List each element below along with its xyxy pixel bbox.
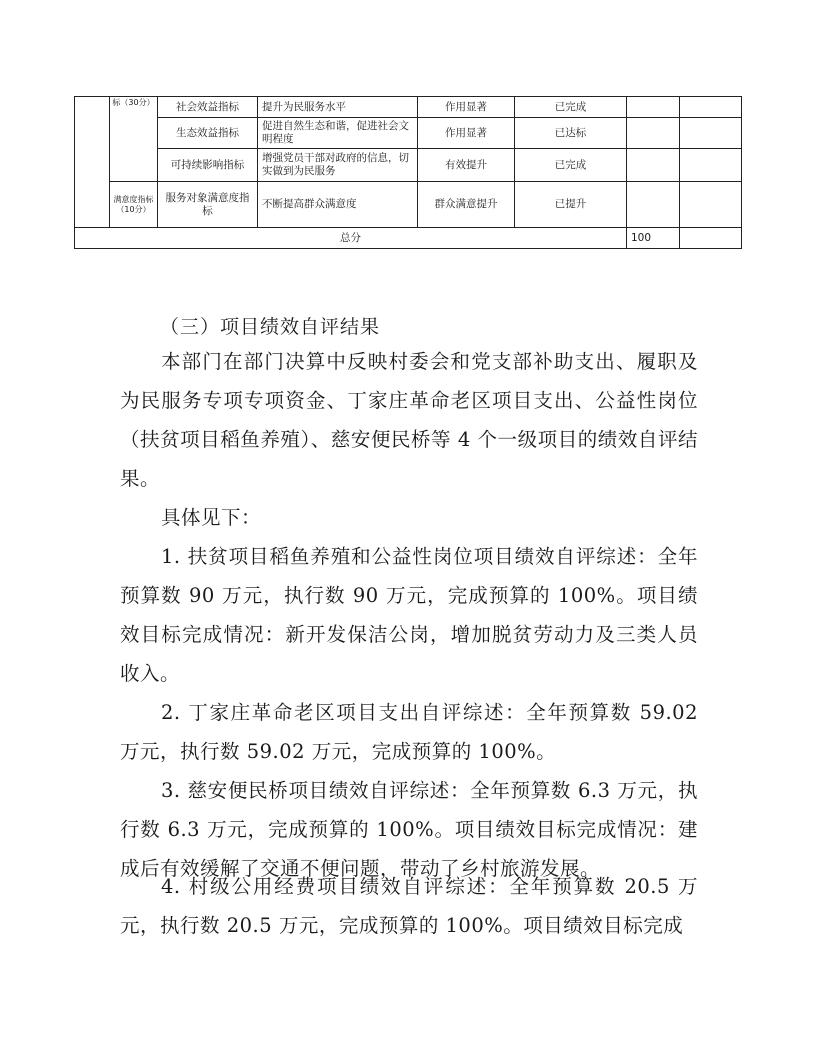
score-cell <box>627 118 680 149</box>
table-row <box>75 97 742 118</box>
target-cell: 作用显著 <box>418 97 515 118</box>
indicator-cell: 生态效益指标 <box>158 118 258 149</box>
table-row <box>75 118 742 149</box>
actual-cell: 已提升 <box>515 182 627 228</box>
target-cell: 作用显著 <box>418 118 515 149</box>
target-cell: 有效提升 <box>418 149 515 182</box>
actual-cell: 已达标 <box>515 118 627 149</box>
category-cell: 标（30分） <box>110 97 158 182</box>
content-cell: 提升为民服务水平 <box>258 97 418 118</box>
paragraph-item-1: 1. 扶贫项目稻鱼养殖和公益性岗位项目绩效自评综述：全年预算数 90 万元，执行数 90 万元，完成预算的 100%。项目绩效目标完成情况：新开发保洁公岗，增加脱贫劳动力及三类人员收入。 <box>120 545 698 685</box>
performance-table <box>74 96 742 249</box>
category-cell: 满意度指标（10分） <box>110 182 158 228</box>
content-cell: 不断提高群众满意度 <box>258 182 418 228</box>
note-cell <box>680 149 742 182</box>
note-cell <box>680 97 742 118</box>
note-cell <box>680 118 742 149</box>
total-label: 总分 <box>75 228 627 249</box>
paragraph-item-2: 2. 丁家庄革命老区项目支出自评综述：全年预算数 59.02 万元，执行数 59.02 万元，完成预算的 100%。 <box>120 701 698 763</box>
paragraph-intro: 本部门在部门决算中反映村委会和党支部补助支出、履职及为民服务专项专项资金、丁家庄革命老区项目支出、公益性岗位（扶贫项目稻鱼养殖）、慈安便民桥等 4 个一级项目的绩效自评结果。 <box>120 350 698 490</box>
indicator-cell: 社会效益指标 <box>158 97 258 118</box>
indicator-cell: 服务对象满意度指标 <box>158 182 258 228</box>
note-cell <box>680 182 742 228</box>
paragraph-item-3: 3. 慈安便民桥项目绩效自评综述：全年预算数 6.3 万元，执行数 6.3 万元，完成预算的 100%。项目绩效目标完成情况：建成后有效缓解了交通不便问题，带动了乡村旅游发展。 <box>120 779 698 880</box>
paragraph-details-lead: 具体见下： <box>161 506 262 529</box>
actual-cell: 已完成 <box>515 149 627 182</box>
score-cell <box>627 182 680 228</box>
score-cell <box>627 97 680 118</box>
target-cell: 群众满意提升 <box>418 182 515 228</box>
total-value: 100 <box>627 228 680 249</box>
total-note-cell <box>680 228 742 249</box>
section-heading: （三）项目绩效自评结果 <box>160 316 381 338</box>
level1-blank-cell <box>75 97 110 228</box>
table-row <box>75 182 742 228</box>
actual-cell: 已完成 <box>515 97 627 118</box>
content-cell: 增强党员干部对政府的信息，切实做到为民服务 <box>258 149 418 182</box>
total-row <box>75 228 742 249</box>
table-row <box>75 149 742 182</box>
score-cell <box>627 149 680 182</box>
paragraph-item-4: 4. 村级公用经费项目绩效自评综述：全年预算数 20.5 万元，执行数 20.5 万元，完成预算的 100%。项目绩效目标完成 <box>120 875 698 937</box>
content-cell: 促进自然生态和谐，促进社会文明程度 <box>258 118 418 149</box>
indicator-cell: 可持续影响指标 <box>158 149 258 182</box>
